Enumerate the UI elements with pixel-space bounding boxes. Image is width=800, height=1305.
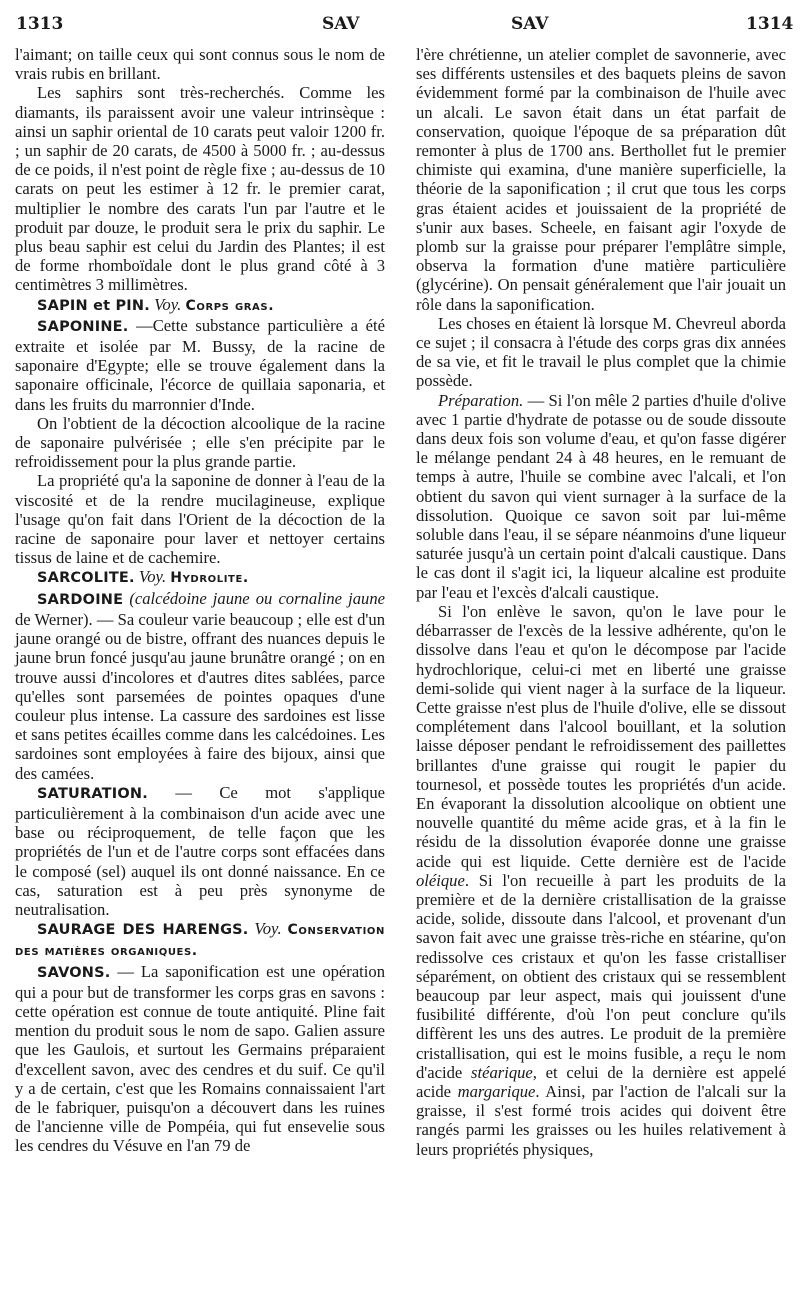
page-number-right: 1314: [746, 14, 794, 34]
headword-sardoine: SARDOINE: [37, 591, 124, 608]
acides-text-b: . Si l'on recueille à part les produits de la première et de la dernière cristallisation de la graisse acide, solide, dissoute dans l'alcool, et provenant d'un savon fait avec une graisse très-riche en stéarine, qu'on redissolve ces cristaux et qu'on les fasse cristalliser séparément, on obtient des cristaux qui se ressemblent beaucoup par leur aspect, mais qui jouissent d'une fusibilité différente, d'où l'on peut conclure qu'ils diffèrent les uns des autres. Le produit de la première cristallisation, qui est le moins fusible, a reçu le nom d'acide: [416, 870, 786, 1082]
right-column: [416, 45, 786, 1159]
paragraph-preparation: [416, 391, 786, 602]
headword-saurage: SAURAGE DES HARENGS.: [37, 922, 249, 939]
term-oleique: oléique: [416, 870, 465, 890]
entry-sapin: [15, 295, 385, 316]
saturation-text: — Ce mot s'applique particulièrement à la combinaison d'un acide avec une base ou réciproquement, de telle façon que les propriétés de l'un et de l'autre corps sont effacées dans le composé (sel) auquel ils ont donné naissance. En ce cas, saturation est à peu près synonyme de neutralisation.: [15, 782, 386, 919]
preparation-text: — Si l'on mêle 2 parties d'huile d'olive avec 1 partie d'hydrate de potasse ou de soude dissoute dans deux fois son volume d'eau, et qu'on fasse digérer le mélange pendant 24 à 48 heures, en le remuant de temps à autre, l'huile se combine avec l'alcali, et l'on obtient du savon qui vient surnager à la surface de la dissolution. Quoique ce savon soit par lui-même soluble dans l'eau, il se sépare néanmoins d'une liqueur saturée jusqu'à un certain point d'alcali caustique. Dans le cas dont il s'agit ici, la liqueur alcaline est produite par l'eau et l'excès d'alcali caustique.: [416, 390, 786, 602]
headword-sapin: SAPIN et PIN.: [37, 297, 150, 314]
acides-text-a: Si l'on enlève le savon, qu'on le lave pour le débarrasser de l'excès de la lessive adhérente, qu'on le dissolve dans l'eau et qu'on le décompose par l'acide hydrochlorique, celui-ci met en liberté une graisse demi-solide qui vient nager à la surface de la liqueur. Cette graisse n'est plus de l'huile d'olive, elle se dissout complétement dans l'alcool bouillant, et la solution laisse déposer pendant le refroidissement des paillettes brillantes d'une graisse qui rougit le papier du tournesol, et possède toutes les propriétés d'un acide. En évaporant la dissolution alcoolique on obtient une nouvelle quantité du même acide gras, et à la fin le résidu de la dissolution évaporée donne une graisse acide qui est liquide. Cette dernière est de l'acide: [416, 601, 786, 871]
voy-sapin: Voy.: [154, 294, 182, 314]
sardoine-synonym: (calcédoine jaune ou cornaline jaune: [129, 588, 385, 608]
saponine-text: —Cette substance particulière a été extraite et isolée par M. Bussy, de la racine de saponaire d'Egypte; elle se trouve également dans la saponaire officinale, l'écorce de quillaia saponaria, et dans les fruits du marronnier d'Inde.: [15, 315, 385, 414]
headword-saturation: SATURATION.: [37, 785, 148, 802]
savons-text: — La saponification est une opération qui a pour but de transformer les corps gras en savons : cette opération est connue de toute antiquité. Pline fait mention du produit sous le nom de sapo. Galien assure que les Gaulois, et surtout les Germains préparaient d'excellent savon, avec des cendres et du suif. Ce qu'il y a de certain, c'est que les Romains connaissaient l'art de le fabriquer, puisqu'on a découvert dans les ruines de l'ancienne ville de Pompéia, qui fut ensevelie sous les cendres du Vésuve en l'an 79 de: [15, 961, 385, 1156]
voy-saurage: Voy.: [254, 919, 282, 939]
voy-sarcolite: Voy.: [138, 567, 167, 587]
sardoine-text: de Werner). — Sa couleur varie beaucoup ; elle est d'un jaune orangé ou de bistre, offrant des nuances depuis le jaune brun foncé jusqu'au jaune brunâtre orangé ; on en trouve aussi d'incolores et d'autres dites sablées, parce qu'elles sont parsemées de pointes opaques d'une couleur plus intense. La cassure des sardoines est lisse et sans petites écailles comme dans les calcédoines. Les sardoines sont employées à faire des bijoux, ainsi que des camées.: [15, 609, 385, 783]
paragraph-acides: [416, 602, 786, 1159]
crossref-sarcolite: Hydrolite.: [170, 570, 249, 587]
crossref-saurage: Conservation des matières organiques.: [15, 922, 385, 960]
entry-sarcolite: [15, 567, 385, 588]
term-stearique: stéarique: [471, 1062, 533, 1082]
paragraph-saponine-3: La propriété qu'a la saponine de donner à l'eau de la viscosité et de la rendre mucilagineuse, explique l'usage qu'on fait dans l'Orient de la décoction de la racine de saponaire pour laver et nettoyer certains tissus de laine et de cachemire.: [15, 471, 385, 568]
paragraph-pompeia: l'ère chrétienne, un atelier complet de savonnerie, avec ses différents ustensiles et des baquets pleins de savon évidemment formé par la combinaison de l'huile avec un alcali. Le savon était dans un état parfait de conservation, quoique l'époque de sa préparation dût remonter à plus de 1700 ans. Berthollet fut le premier chimiste qui examina, d'une manière superficielle, la théorie de la saponification ; il crut que tous les corps gras étaient acides et jouissaient de la propriété de s'unir aux bases. Scheele, en faisant agir l'oxyde de plomb sur la graisse pour préparer l'emplâtre simple, observa la formation d'une matière particulière (glycérine). On pensait généralement que l'air jouait un rôle dans la saponification.: [416, 45, 786, 314]
page-number-left: 1313: [16, 14, 64, 34]
acides-text-c: , et celui de la dernière est appelé acide: [416, 1062, 786, 1101]
entry-savons: [15, 962, 385, 1156]
entry-saturation: [15, 783, 385, 919]
entry-saponine: [15, 316, 385, 414]
running-head-right: SAV: [511, 14, 549, 34]
headword-saponine: SAPONINE.: [37, 318, 129, 335]
page-header: [0, 14, 800, 44]
entry-sardoine: [15, 589, 385, 783]
preparation-label: Préparation.: [438, 390, 524, 410]
headword-sarcolite: SARCOLITE.: [37, 570, 135, 587]
paragraph-rubis: l'aimant; on taille ceux qui sont connus sous le nom de vrais rubis en brillant.: [15, 45, 385, 84]
acides-text-d: . Ainsi, par l'action de l'alcali sur la graisse, il s'est formé trois acides qui doivent être rangés parmi les graisses ou les huiles relativement à leurs propriétés physiques,: [416, 1081, 787, 1159]
crossref-sapin: Corps gras.: [185, 297, 275, 314]
paragraph-saphirs: Les saphirs sont très-recherchés. Comme les diamants, ils paraissent avoir une valeur intrinsèque : ainsi un saphir oriental de 10 carats peut valoir 1200 fr. ; un saphir de 20 carats, de 4500 à 5000 fr. ; au-dessus de ce poids, il n'est point de règle fixe ; au-dessus de 10 carats on peut les estimer à 12 fr. le premier carat, multiplier le nombre des carats l'un par l'autre et le produit par douze, le produit sera le prix du saphir. Le plus beau saphir est celui du Jardin des Plantes; il est de forme rhomboïdale dont le plus grand côté à 3 centimètres 3 millimètres.: [15, 83, 385, 295]
running-head-left: SAV: [322, 14, 360, 34]
term-margarique: margarique: [457, 1081, 536, 1101]
paragraph-saponine-2: On l'obtient de la décoction alcoolique de la racine de saponaire pulvérisée ; elle s'en précipite par le refroidissement pour la plus grande partie.: [15, 413, 385, 472]
left-column: [15, 45, 385, 1156]
paragraph-chevreul: Les choses en étaient là lorsque M. Chevreul aborda ce sujet ; il consacra à l'étude des corps gras dix années de sa vie, et fit le travail le plus complet que la chimie possède.: [416, 313, 786, 391]
headword-savons: SAVONS.: [37, 964, 111, 981]
entry-saurage: [15, 919, 385, 961]
